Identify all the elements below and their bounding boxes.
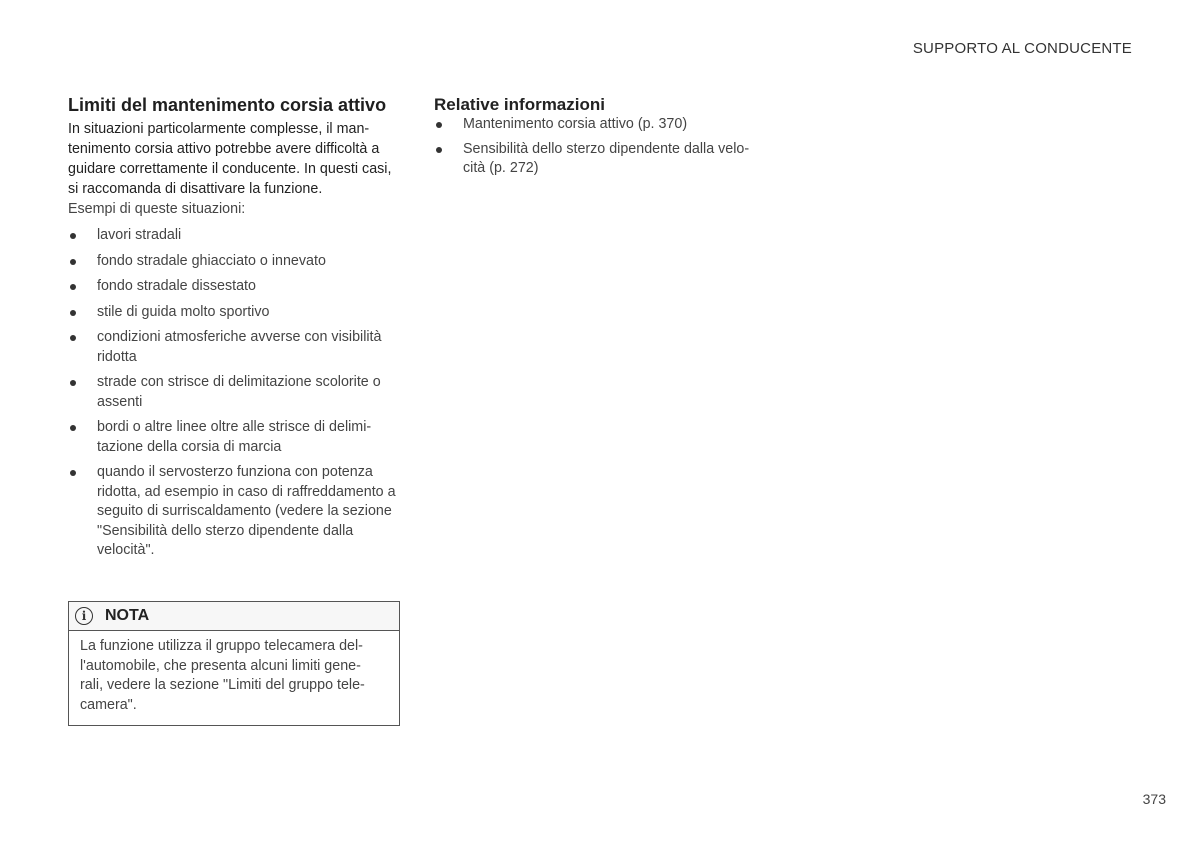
related-link[interactable]: Mantenimento corsia attivo (p. 370) <box>434 115 770 135</box>
examples-list <box>68 226 400 561</box>
list-item: bordi o altre linee oltre alle strisce di delimi-tazione della corsia di marcia <box>68 418 400 457</box>
list-item: condizioni atmosferiche avverse con visibilità ridotta <box>68 328 400 367</box>
note-header <box>69 602 399 631</box>
running-header: SUPPORTO AL CONDUCENTE <box>912 40 1132 57</box>
note-body: La funzione utilizza il gruppo telecamera del-l'automobile, che presenta alcuni limiti gene-rali, vedere la sezione "Limiti del gruppo tele-camera". <box>80 638 365 713</box>
related-link[interactable]: Sensibilità dello sterzo dipendente dalla velo-cità (p. 272) <box>434 140 770 179</box>
intro-paragraph: In situazioni particolarmente complesse, il man-tenimento corsia attivo potrebbe avere difficoltà a guidare correttamente il conducente. In questi casi, si raccomanda di disattivare la funzione. <box>68 121 392 197</box>
page-number: 373 <box>1142 791 1166 807</box>
list-item: fondo stradale ghiacciato o innevato <box>68 252 400 272</box>
list-item: stile di guida molto sportivo <box>68 303 400 323</box>
list-item: fondo stradale dissestato <box>68 277 400 297</box>
examples-label: Esempi di queste situazioni: <box>68 201 246 217</box>
section-title: Limiti del mantenimento corsia attivo <box>68 95 387 115</box>
list-item: quando il servosterzo funziona con potenza ridotta, ad esempio in caso di raffreddamento a seguito di surriscaldamento (vedere la sezione "Sensibilità dello sterzo dipendente dalla velocità". <box>68 463 400 561</box>
list-item: strade con strisce di delimitazione scolorite o assenti <box>68 373 400 412</box>
related-title: Relative informazioni <box>434 95 605 114</box>
left-column <box>68 95 400 567</box>
list-item: lavori stradali <box>68 226 400 246</box>
related-info <box>434 95 770 184</box>
related-list <box>434 115 770 179</box>
note-title: NOTA <box>105 607 150 624</box>
note-box <box>68 601 400 726</box>
info-icon: i <box>75 607 93 625</box>
